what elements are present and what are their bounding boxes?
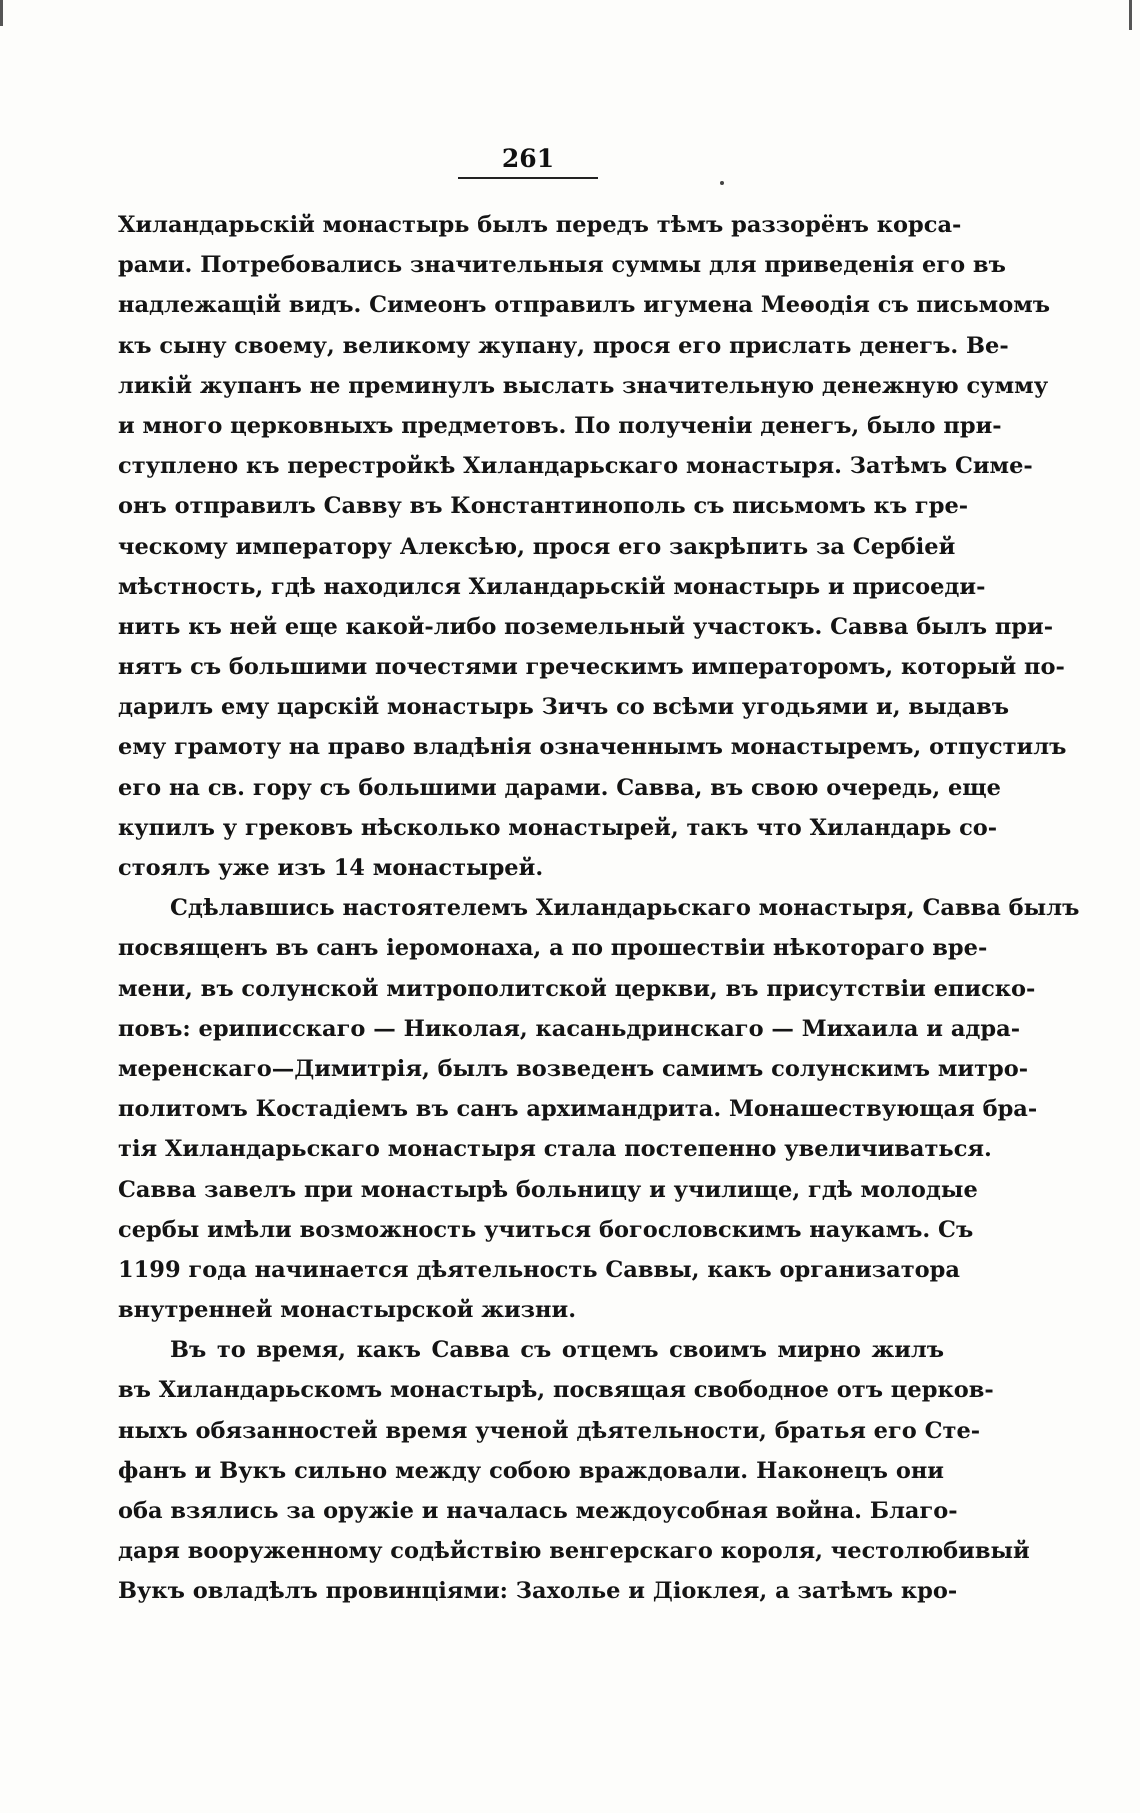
text-line: повъ: ериписскаго — Николая, касаньдринскаго — Михаила и адра- (118, 1015, 1021, 1042)
text-line: рами. Потребовались значительныя суммы для приведенія его въ (118, 252, 1006, 279)
text-line: внутренней монастырской жизни. (118, 1297, 577, 1324)
page-number-rule (458, 177, 598, 179)
text-line: Савва завелъ при монастырѣ больницу и училище, гдѣ молодые (118, 1176, 978, 1203)
text-line: нятъ съ большими почестями греческимъ императоромъ, который по- (118, 654, 1065, 681)
scan-edge-mark (0, 0, 3, 26)
text-line: купилъ у грековъ нѣсколько монастырей, такъ что Хиландарь со- (118, 814, 998, 841)
text-line: оба взялись за оружіе и началась междоусобная война. Благо- (118, 1498, 958, 1524)
text-line: Вукъ овладѣлъ провинціями: Захолье и Діоклея, а затѣмъ кро- (118, 1578, 958, 1605)
text-line: ческому императору Алексѣю, прося его закрѣпить за Сербіей (118, 533, 956, 560)
scan-edge-mark (1129, 0, 1132, 30)
text-line: ему грамоту на право владѣнія означеннымъ монастыремъ, отпустилъ (118, 734, 1067, 761)
text-line: нить къ ней еще какой-либо поземельный участокъ. Савва былъ при- (118, 613, 1054, 640)
print-speck (720, 181, 724, 185)
text-line: его на св. гору съ большими дарами. Савва, въ свою очередь, еще (118, 774, 1001, 801)
text-line: Въ то время, какъ Савва съ отцемъ своимъ мирно жилъ (170, 1337, 944, 1364)
text-line: политомъ Костадіемъ въ санъ архимандрита. Монашествующая бра- (118, 1096, 1038, 1123)
text-line: мѣстность, гдѣ находился Хиландарьскій монастырь и присоеди- (118, 573, 986, 600)
text-line: ликій жупанъ не преминулъ выслать значительную денежную сумму (118, 372, 1049, 399)
text-line: 1199 года начинается дѣятельность Саввы, какъ организатора (118, 1256, 960, 1283)
text-line: и много церковныхъ предметовъ. По полученіи денегъ, было при- (118, 412, 1002, 439)
text-line: Сдѣлавшись настоятелемъ Хиландарьскаго монастыря, Савва былъ (170, 895, 1080, 922)
text-line: въ Хиландарьскомъ монастырѣ, посвящая свободное отъ церков- (118, 1377, 994, 1404)
text-line: фанъ и Вукъ сильно между собою враждовали. Наконецъ они (118, 1457, 944, 1484)
body-text (118, 205, 1080, 1612)
text-line: даря вооруженному содѣйствію венгерскаго короля, честолюбивый (118, 1538, 1030, 1565)
text-line: сербы имѣли возможность учиться богословскимъ наукамъ. Съ (118, 1216, 974, 1243)
text-line: ступлено къ перестройкѣ Хиландарьскаго монастыря. Затѣмъ Симе- (118, 453, 1033, 480)
page-number: 261 (501, 144, 555, 173)
text-line: меренскаго—Димитрія, былъ возведенъ самимъ солунскимъ митро- (118, 1055, 1029, 1082)
text-line: Хиландарьскій монастырь былъ передъ тѣмъ раззорёнъ корса- (118, 212, 962, 238)
text-line: посвященъ въ санъ іеромонаха, а по прошествіи нѣкотораго вре- (118, 935, 988, 962)
paragraph (118, 1330, 1030, 1611)
text-line: къ сыну своему, великому жупану, прося его прислать денегъ. Ве- (118, 332, 1009, 359)
text-line: дарилъ ему царскій монастырь Зичъ со всѣми угодьями и, выдавъ (118, 694, 1010, 721)
text-line: мени, въ солунской митрополитской церкви, въ присутствіи еписко- (118, 975, 1036, 1002)
text-line: онъ отправилъ Савву въ Константинополь съ письмомъ къ гре- (118, 493, 969, 520)
paragraph (118, 888, 1080, 1330)
text-line: тія Хиландарьскаго монастыря стала постепенно увеличиваться. (118, 1136, 992, 1163)
text-line: надлежащій видъ. Симеонъ отправилъ игумена Меѳодія съ письмомъ (118, 292, 1051, 319)
text-line: стоялъ уже изъ 14 монастырей. (118, 855, 544, 881)
paragraph (118, 205, 1067, 888)
text-line: ныхъ обязанностей время ученой дѣятельности, братья его Сте- (118, 1417, 981, 1444)
